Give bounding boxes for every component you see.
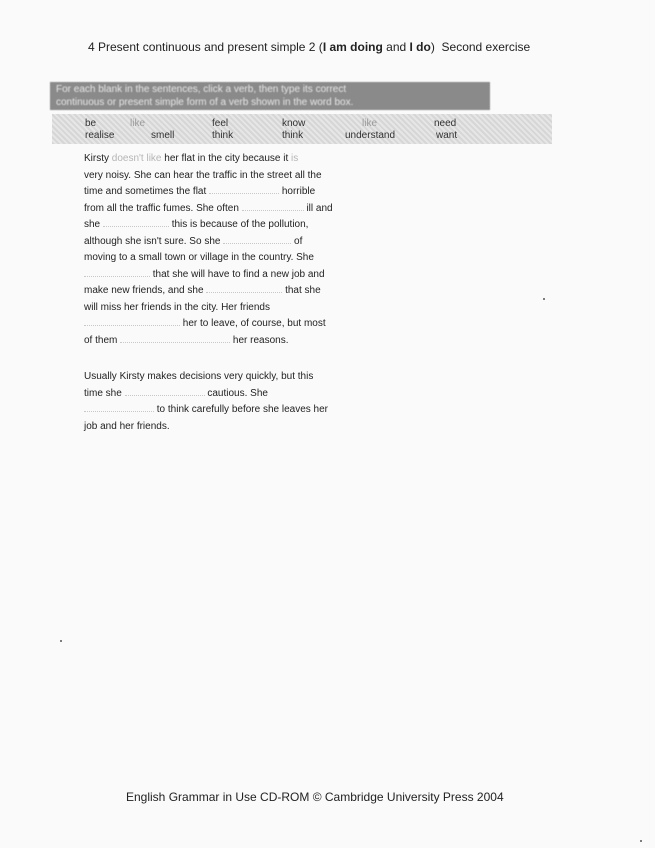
answer-blank-10[interactable] [84, 402, 154, 412]
title-suffix: ) [430, 40, 435, 54]
text: her reasons. [232, 334, 289, 346]
text: Usually Kirsty makes decisions very quickly, but this [84, 371, 314, 382]
scan-speck [60, 640, 62, 642]
exercise-title [88, 40, 530, 54]
text: make new friends, and she [84, 285, 204, 296]
text: very noisy. She can hear the traffic in the street all the [84, 169, 322, 181]
text: time she [84, 387, 122, 399]
text: horrible [281, 186, 316, 197]
text: her flat in the city because it [164, 153, 289, 164]
word-like-faint[interactable]: like [130, 118, 146, 129]
text: her to leave, of course, but most [182, 318, 326, 329]
answer-blank-2[interactable] [242, 201, 304, 211]
instructions-box [50, 82, 490, 110]
title-bold-1: I am doing [322, 40, 383, 54]
text: will miss her friends in the city. Her friends [84, 301, 270, 313]
copyright-footer: English Grammar in Use CD-ROM © Cambridge University Press 2004 [126, 790, 504, 804]
word-think-2[interactable]: think [282, 130, 304, 141]
title-mid: and [382, 40, 410, 54]
text: this is because of the pollution, [171, 219, 309, 230]
title-prefix: 4 Present continuous and present simple 2 ( [88, 40, 323, 54]
answer-blank-1[interactable] [209, 184, 279, 194]
text: ill and [306, 202, 333, 214]
word-like-faint-2[interactable]: like [362, 118, 378, 129]
text: from all the traffic fumes. She often [84, 202, 239, 214]
prefilled-answer: doesn't like [111, 153, 162, 164]
text: that she will have to find a new job and [152, 268, 325, 280]
text: cautious. She [207, 387, 268, 399]
text: she [84, 219, 101, 230]
word-understand[interactable]: understand [345, 130, 396, 141]
text: moving to a small town or village in the country. She [84, 252, 314, 263]
answer-blank-5[interactable] [84, 267, 150, 277]
instructions-line-2: continuous or present simple form of a verb shown in the word box. [56, 97, 354, 108]
word-bank [52, 114, 552, 144]
answer-blank-4[interactable] [223, 234, 291, 244]
word-want[interactable]: want [436, 130, 458, 141]
word-think-1[interactable]: think [212, 130, 234, 141]
exercise-label: Second exercise [441, 40, 531, 54]
text: of them [84, 334, 118, 346]
word-realise[interactable]: realise [85, 130, 115, 141]
paragraph-2 [84, 369, 328, 435]
scan-speck [543, 298, 545, 300]
text: although she isn't sure. So she [84, 235, 221, 247]
answer-blank-6[interactable] [206, 283, 282, 293]
prefilled-answer-2: is [291, 153, 299, 164]
word-smell[interactable]: smell [151, 130, 175, 141]
text: of [294, 235, 303, 247]
word-know[interactable]: know [282, 118, 306, 129]
word-need[interactable]: need [434, 118, 457, 129]
word-be[interactable]: be [85, 118, 97, 129]
title-bold-2: I do [409, 40, 431, 54]
scan-speck [640, 840, 642, 842]
text: to think carefully before she leaves her [156, 404, 328, 415]
answer-blank-7[interactable] [84, 316, 180, 326]
answer-blank-8[interactable] [120, 333, 230, 343]
text: Kirsty [84, 153, 109, 164]
answer-blank-3[interactable] [103, 217, 169, 227]
text: job and her friends. [84, 420, 170, 432]
instructions-line-1: For each blank in the sentences, click a verb, then type its correct [56, 84, 347, 95]
paragraph-1 [84, 151, 333, 349]
answer-blank-9[interactable] [125, 386, 205, 396]
text: that she [285, 285, 321, 296]
text: time and sometimes the flat [84, 186, 207, 197]
word-feel[interactable]: feel [212, 118, 229, 129]
